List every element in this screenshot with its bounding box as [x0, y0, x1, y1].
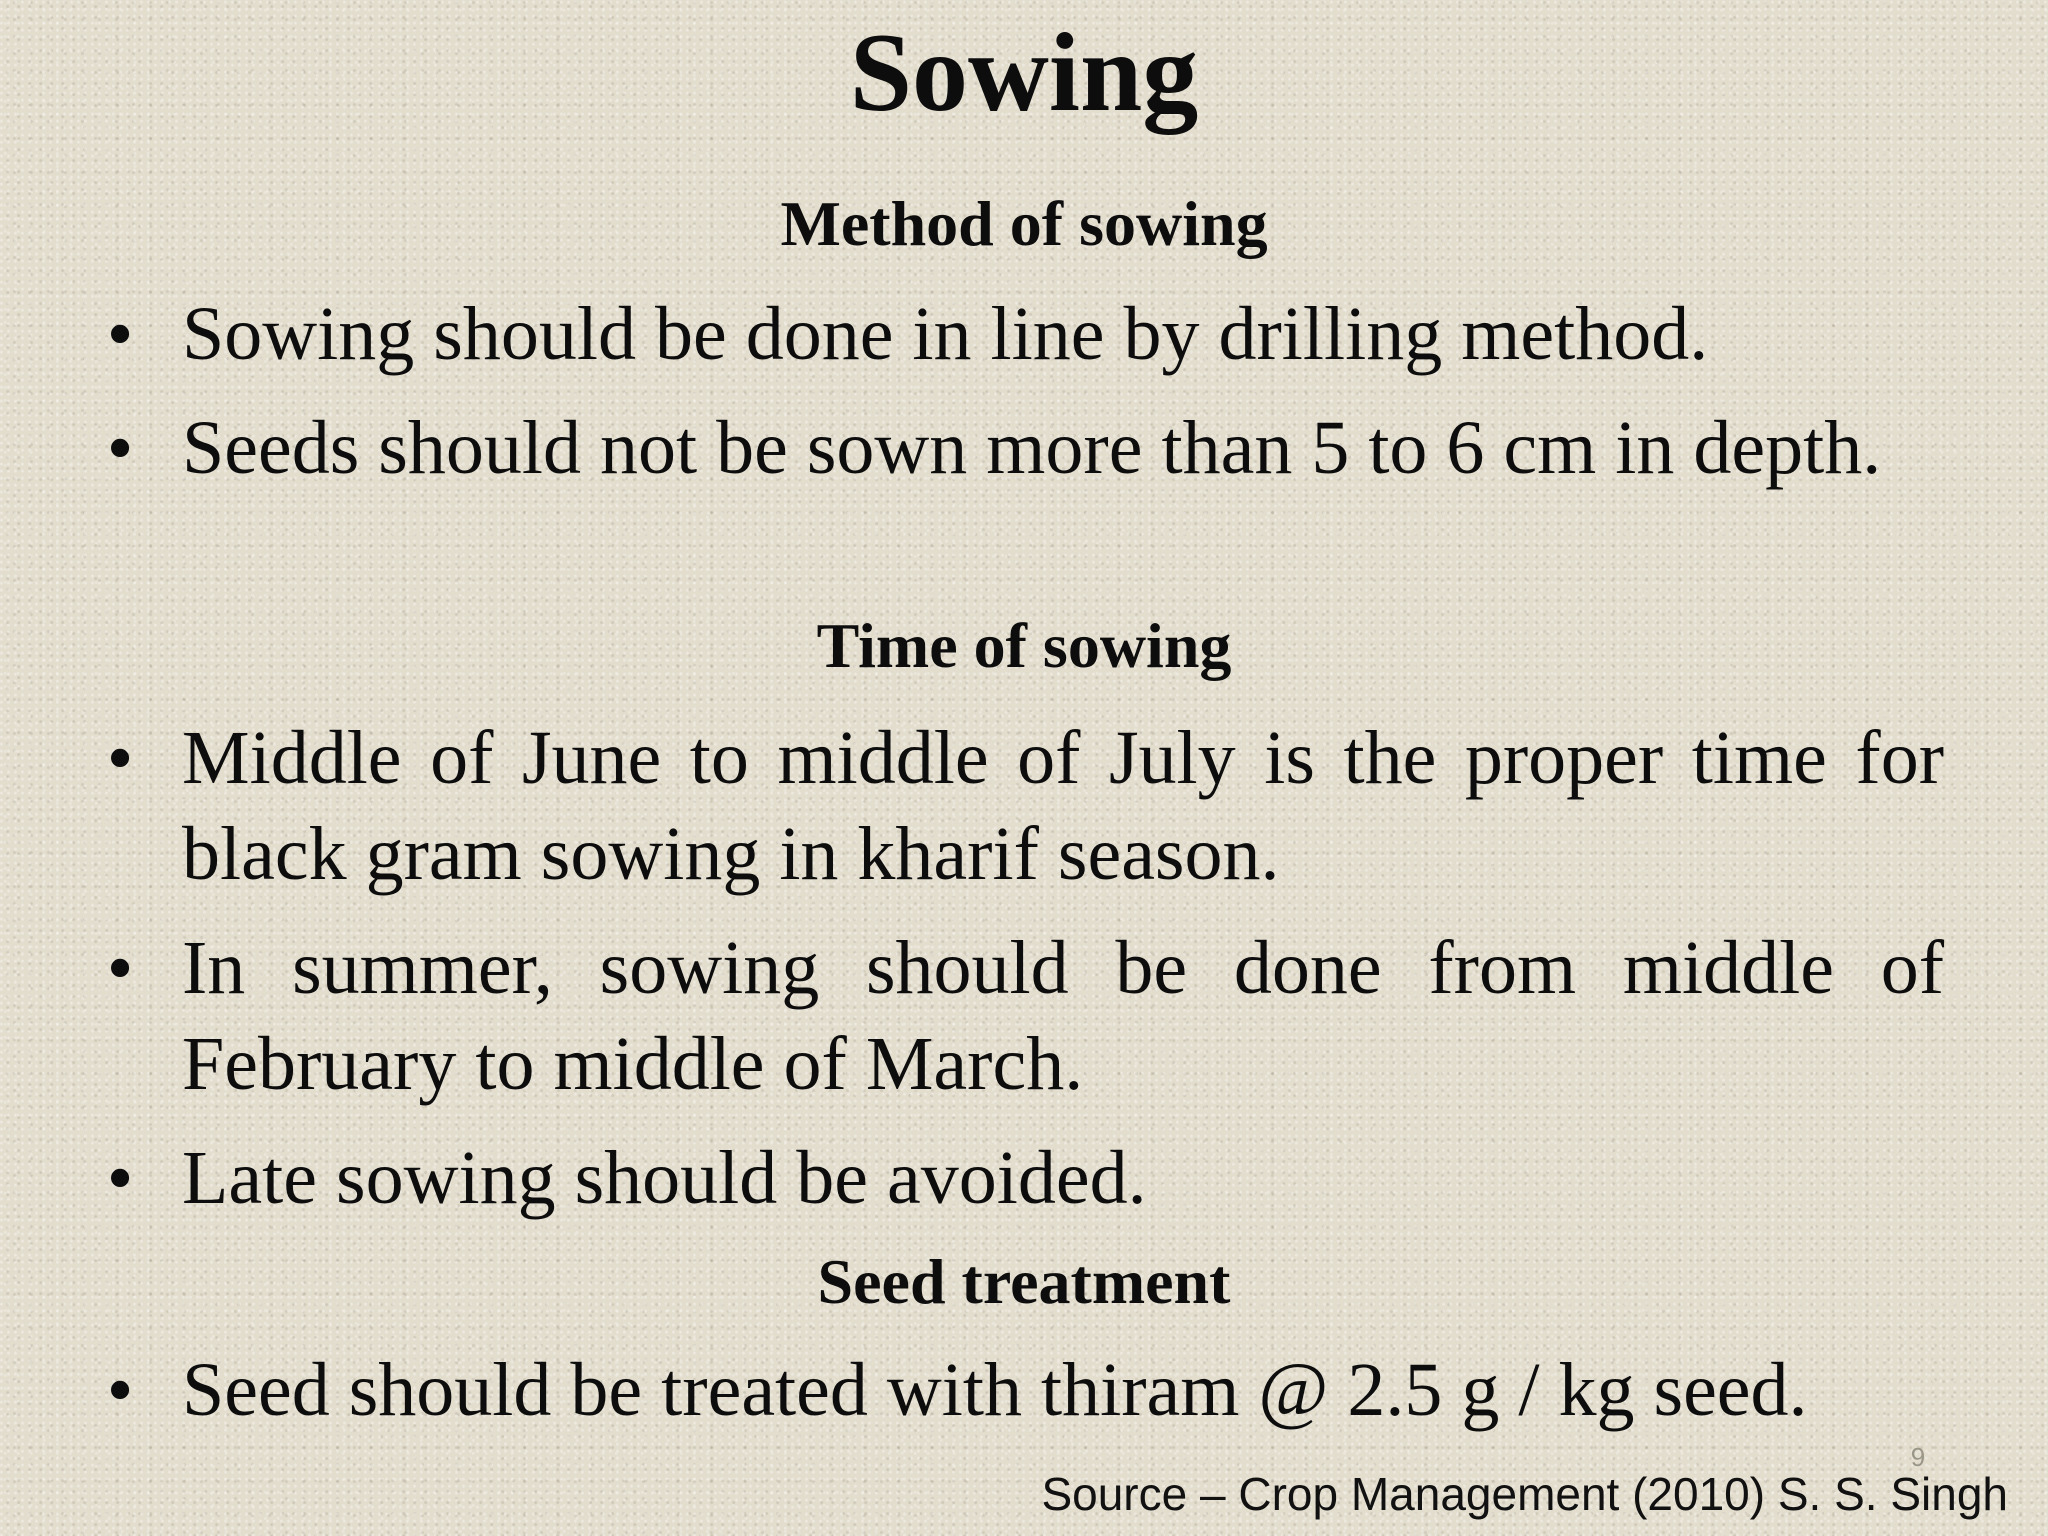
- bullet-text: Late sowing should be avoided.: [182, 1136, 1147, 1220]
- bullet-item: [106, 400, 1944, 496]
- section-heading-method-of-sowing: Method of sowing: [780, 188, 1268, 259]
- bullet-item: [106, 1130, 1944, 1226]
- bullet-item: [106, 920, 1944, 1112]
- bullet-text: Sowing should be done in line by drilling method.: [182, 292, 1709, 376]
- bullet-icon: •: [106, 292, 134, 376]
- bullet-text: Seed should be treated with thiram @ 2.5 g / kg seed.: [182, 1348, 1808, 1432]
- bullet-icon: •: [106, 716, 134, 800]
- page-number: 9: [1910, 1442, 1926, 1472]
- bullet-text: In summer, sowing should be done from middle of February to middle of March.: [182, 926, 1944, 1106]
- bullet-item: [106, 710, 1944, 902]
- bullet-icon: •: [106, 926, 134, 1010]
- source-citation: Source – Crop Management (2010) S. S. Singh: [1041, 1468, 2008, 1520]
- bullet-item: [106, 286, 1944, 382]
- section-heading-seed-treatment: Seed treatment: [817, 1246, 1231, 1317]
- bullet-text: Seeds should not be sown more than 5 to 6 cm in depth.: [182, 406, 1882, 490]
- bullet-item: [106, 1342, 1944, 1438]
- slide-title: Sowing: [849, 11, 1199, 135]
- bullet-icon: •: [106, 1136, 134, 1220]
- section-heading-time-of-sowing: Time of sowing: [816, 610, 1232, 681]
- bullet-icon: •: [106, 406, 134, 490]
- bullet-icon: •: [106, 1348, 134, 1432]
- bullet-text: Middle of June to middle of July is the proper time for black gram sowing in kharif season.: [182, 716, 1944, 896]
